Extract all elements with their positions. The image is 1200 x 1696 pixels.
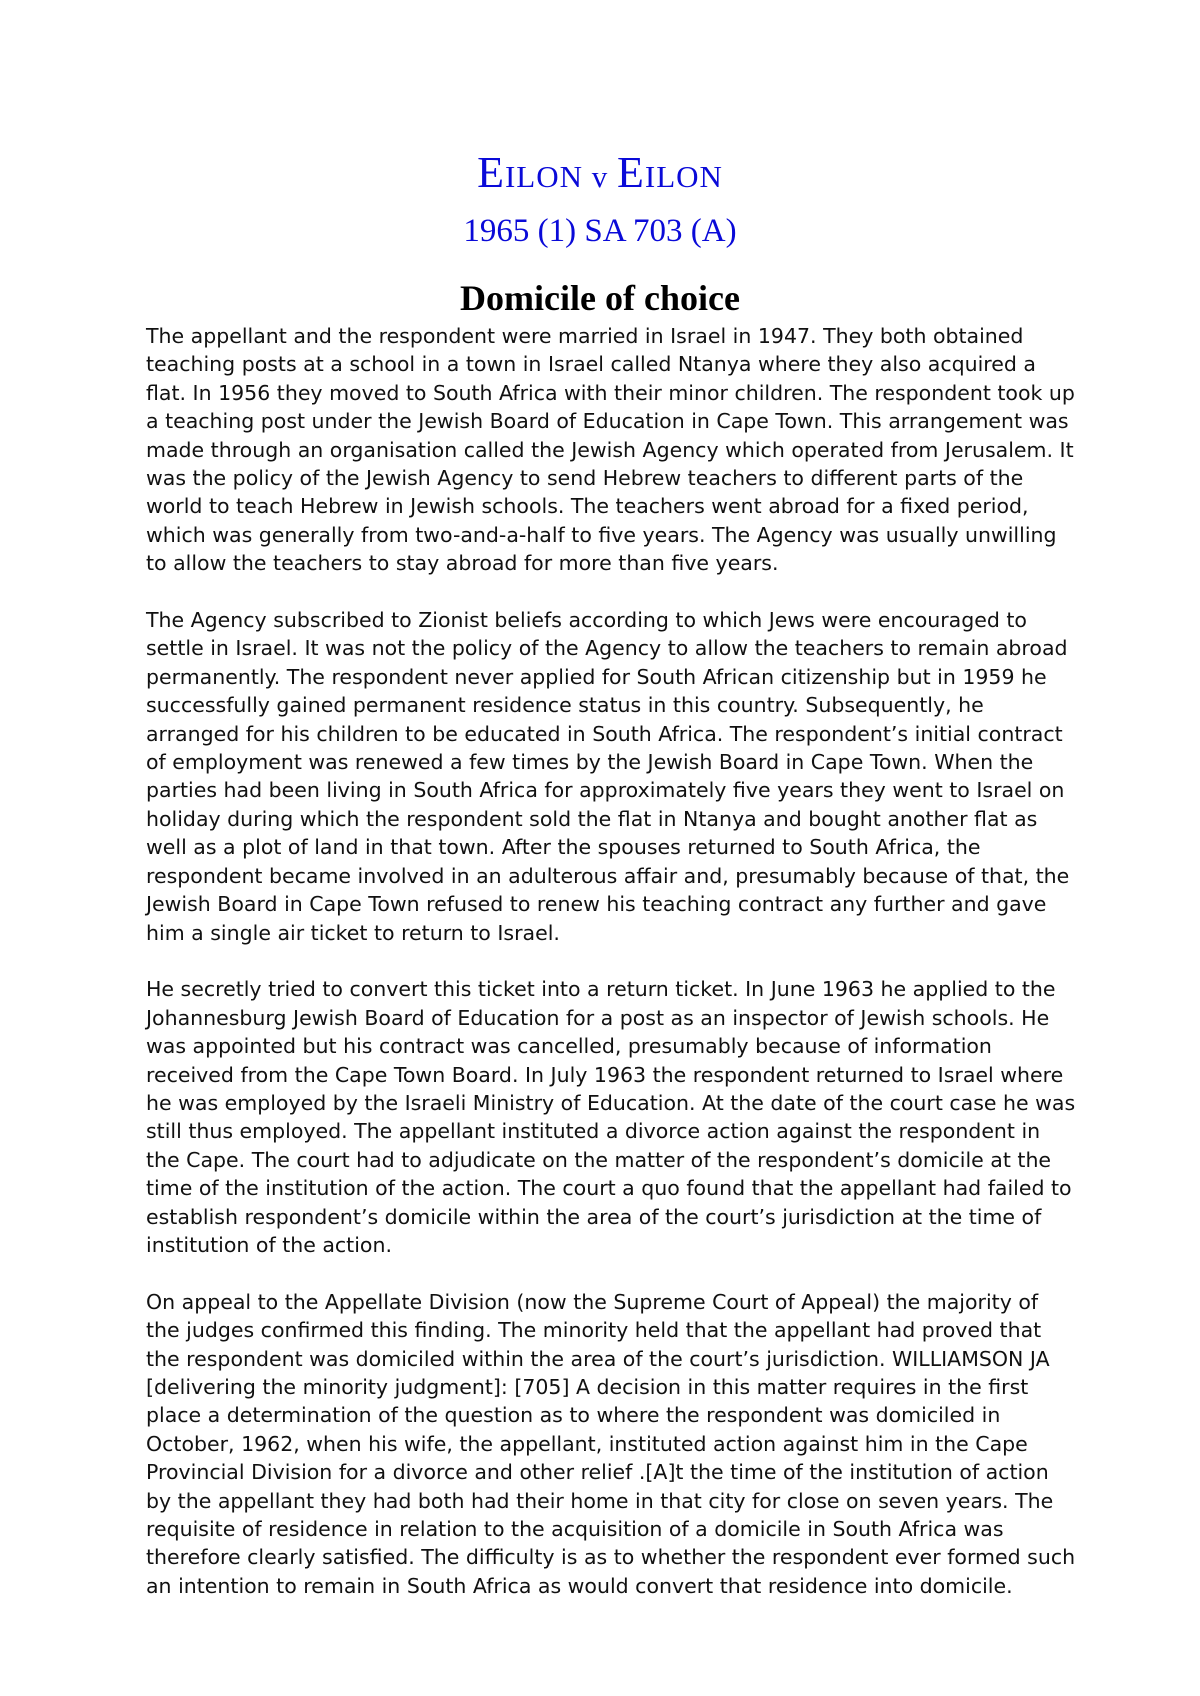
paragraph-3: He secretly tried to convert this ticket into a return ticket. In June 1963 he applied to the Johannesburg Jewish Board of Education for a post as an inspector of Jewish schools. He was appointed but his contract was cancelled, presumably because of information received from the Cape Town Board. In July 1963 the respondent returned to Israel where he was employed by the Israeli Ministry of Education. At the date of the court case he was still thus employed. The appellant instituted a divorce action against the respondent in the Cape. The court had to adjudicate on the matter of the respondent’s domicile at the time of the institution of the action. The court a quo found that the appellant had failed to establish respondent’s domicile within the area of the court’s jurisdiction at the time of institution of the action. [146,977,1076,1257]
case-title [477,148,723,197]
case-title-initial-2: E [617,148,645,197]
case-title-block [0,150,1200,254]
paragraph-4: On appeal to the Appellate Division (now the Supreme Court of Appeal) the majority of the judges confirmed this finding. The minority held that the appellant had proved that the respondent was domiciled within the area of the court’s jurisdiction. WILLIAMSON JA [delivering the minority judgment]: [705] A decision in this matter requires in the first place a determination of the question as to where the respondent was domiciled in October, 1962, when his wife, the appellant, instituted action against him in the Cape Provincial Division for a divorce and other relief .[A]t the time of the institution of action by the appellant they had both had their home in that city for close on seven years. The requisite of residence in relation to the acquisition of a domicile in South Africa was therefore clearly satisfied. The difficulty is as to whether the respondent ever formed such an intention to remain in South Africa as would convert that residence into domicile. [146,1289,1076,1598]
section-heading: Domicile of choice [460,278,740,318]
case-title-rest-1: ILON [504,159,583,194]
case-citation: 1965 (1) SA 703 (A) [463,213,737,249]
case-title-initial-1: E [477,148,505,197]
paragraph-2: The Agency subscribed to Zionist beliefs according to which Jews were encouraged to settle in Israel. It was not the policy of the Agency to allow the teachers to remain abroad permanently. The respondent never applied for South African citizenship but in 1959 he successfully gained permanent residence status in this country. Subsequently, he arranged for his children to be educated in South Africa. The respondent’s initial contract of employment was renewed a few times by the Jewish Board in Cape Town. When the parties had been living in South Africa for approximately five years they went to Israel on holiday during which the respondent sold the flat in Ntanya and bought another flat as well as a plot of land in that town. After the spouses returned to South Africa, the respondent became involved in an adulterous affair and, presumably because of that, the Jewish Board in Cape Town refused to renew his teaching contract any further and gave him a single air ticket to return to Israel. [146,608,1070,945]
case-title-rest-2: ILON [644,159,723,194]
paragraph-1: The appellant and the respondent were married in Israel in 1947. They both obtained teaching posts at a school in a town in Israel called Ntanya where they also acquired a flat. In 1956 they moved to South Africa with their minor children. The respondent took up a teaching post under the Jewish Board of Education in Cape Town. This arrangement was made through an organisation called the Jewish Agency which operated from Jerusalem. It was the policy of the Jewish Agency to send Hebrew teachers to different parts of the world to teach Hebrew in Jewish schools. The teachers went abroad for a fixed period, which was generally from two-and-a-half to five years. The Agency was usually unwilling to allow the teachers to stay abroad for more than five years. [146,324,1075,576]
document-body [146,322,1076,1629]
case-title-versus: v [583,159,617,194]
